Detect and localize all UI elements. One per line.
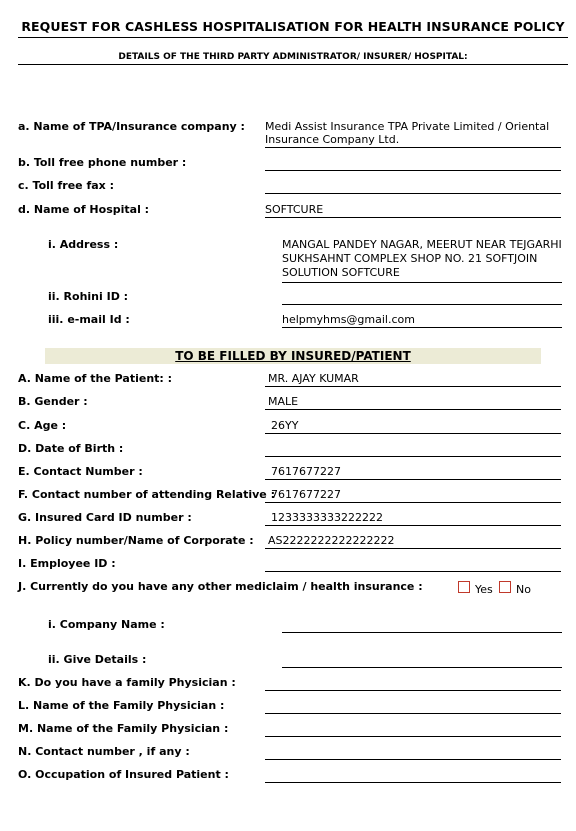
form-subtitle: DETAILS OF THE THIRD PARTY ADMINISTRATOR/ INSURER/ HOSPITAL: [18, 52, 568, 65]
age-value[interactable]: 26YY [271, 419, 299, 432]
family-physician-label: K. Do you have a family Physician : [18, 676, 236, 689]
contact-number-line [265, 479, 561, 480]
dob-line [265, 456, 561, 457]
toll-free-fax-label: c. Toll free fax : [18, 179, 114, 192]
company-name-line [282, 632, 562, 633]
hospital-name-value[interactable]: SOFTCURE [265, 203, 324, 216]
toll-free-phone-line [265, 170, 561, 171]
email-id-label: iii. e-mail Id : [48, 313, 130, 326]
rohini-id-label: ii. Rohini ID : [48, 290, 129, 303]
employee-id-line [265, 571, 561, 572]
section-header-insured [45, 348, 541, 364]
tpa-company-line [265, 147, 561, 148]
contact-if-any-line [265, 759, 561, 760]
family-physician-name-line [265, 713, 561, 714]
contact-number-label: E. Contact Number : [18, 465, 143, 478]
family-physician-name2-label: M. Name of the Family Physician : [18, 722, 229, 735]
insured-card-value[interactable]: 1233333333222222 [271, 511, 383, 524]
email-id-line [282, 327, 562, 328]
yes-label: Yes [475, 583, 493, 596]
gender-value[interactable]: MALE [268, 395, 299, 408]
company-name-label: i. Company Name : [48, 618, 165, 631]
relative-contact-label: F. Contact number of attending Relative : [18, 488, 275, 501]
insured-card-line [265, 525, 561, 526]
gender-label: B. Gender : [18, 395, 88, 408]
toll-free-phone-label: b. Toll free phone number : [18, 156, 187, 169]
relative-contact-value[interactable]: 7617677227 [271, 488, 341, 501]
hospital-name-line [265, 217, 561, 218]
toll-free-fax-line [265, 193, 561, 194]
address-label: i. Address : [48, 238, 119, 251]
dob-label: D. Date of Birth : [18, 442, 124, 455]
give-details-line [282, 667, 562, 668]
contact-number-value[interactable]: 7617677227 [271, 465, 341, 478]
family-physician-line [265, 690, 561, 691]
yes-checkbox[interactable] [458, 581, 470, 593]
give-details-label: ii. Give Details : [48, 653, 147, 666]
gender-line [265, 409, 561, 410]
contact-if-any-label: N. Contact number , if any : [18, 745, 190, 758]
section-header-text: TO BE FILLED BY INSURED/PATIENT [175, 349, 411, 363]
relative-contact-line [265, 502, 561, 503]
policy-number-label: H. Policy number/Name of Corporate : [18, 534, 254, 547]
patient-name-value[interactable]: MR. AJAY KUMAR [268, 372, 359, 385]
no-label: No [516, 583, 531, 596]
email-id-value[interactable]: helpmyhms@gmail.com [282, 313, 415, 326]
no-checkbox[interactable] [499, 581, 511, 593]
hospital-name-label: d. Name of Hospital : [18, 203, 150, 216]
age-line [265, 433, 561, 434]
tpa-company-value[interactable]: Medi Assist Insurance TPA Private Limited / Oriental Insurance Company Ltd. [265, 120, 550, 146]
occupation-line [265, 782, 561, 783]
policy-number-line [265, 548, 561, 549]
address-line [282, 282, 562, 283]
employee-id-label: I. Employee ID : [18, 557, 116, 570]
other-insurance-label: J. Currently do you have any other mediclaim / health insurance : [18, 580, 423, 593]
address-value[interactable]: MANGAL PANDEY NAGAR, MEERUT NEAR TEJGARHI SUKHSAHNT COMPLEX SHOP NO. 21 SOFTJOIN SOLUTION SOFTCURE [282, 238, 562, 279]
occupation-label: O. Occupation of Insured Patient : [18, 768, 229, 781]
policy-number-value[interactable]: AS2222222222222222 [268, 534, 395, 547]
rohini-id-line [282, 304, 562, 305]
patient-name-line [265, 386, 561, 387]
patient-name-label: A. Name of the Patient: : [18, 372, 173, 385]
form-title: REQUEST FOR CASHLESS HOSPITALISATION FOR HEALTH INSURANCE POLICY [18, 19, 568, 38]
insured-card-label: G. Insured Card ID number : [18, 511, 192, 524]
age-label: C. Age : [18, 419, 67, 432]
tpa-company-label: a. Name of TPA/Insurance company : [18, 120, 245, 133]
family-physician-name-label: L. Name of the Family Physician : [18, 699, 225, 712]
family-physician-name2-line [265, 736, 561, 737]
